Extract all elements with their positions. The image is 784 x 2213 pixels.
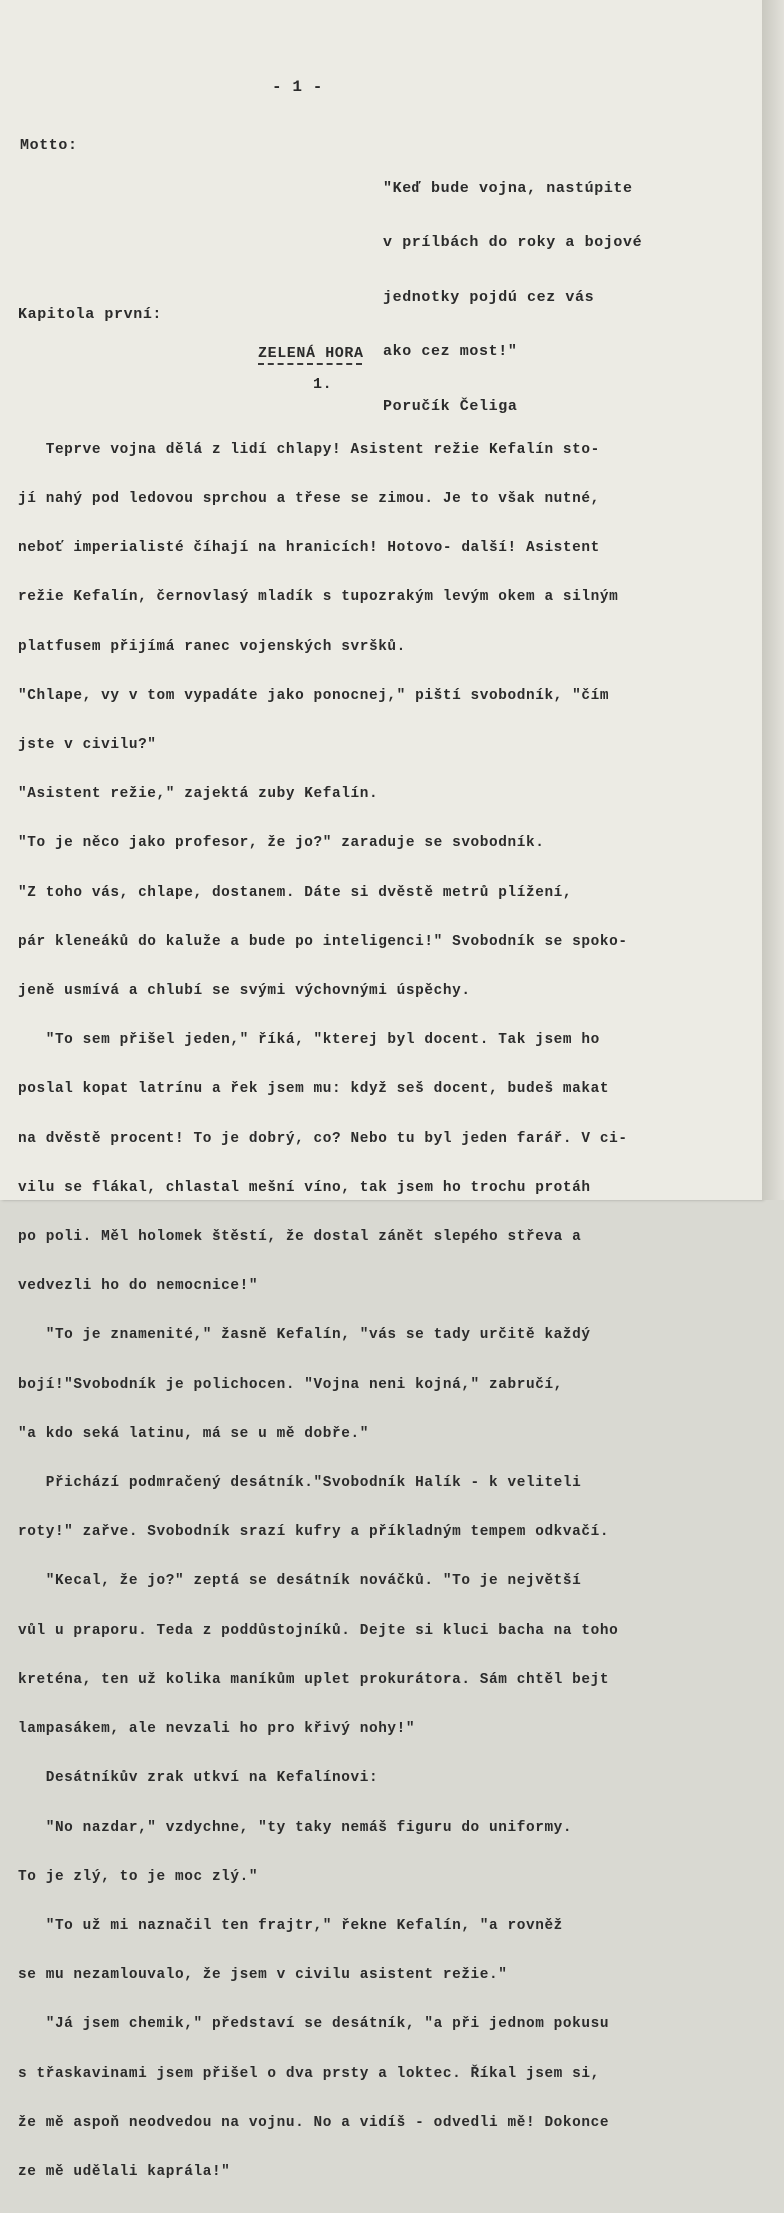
- text-line: na dvěstě procent! To je dobrý, co? Nebo tu byl jeden farář. V ci-: [18, 1130, 628, 1147]
- text-line: "To sem přišel jeden," říká, "kterej byl docent. Tak jsem ho: [18, 1032, 600, 1049]
- text-line: vedvezli ho do nemocnice!": [18, 1278, 259, 1295]
- text-line: ze mě udělali kaprála!": [18, 2163, 231, 2180]
- title-underline: [258, 363, 362, 365]
- text-line: To je zlý, to je moc zlý.": [18, 1868, 259, 1885]
- text-line: "Kecal, že jo?" zeptá se desátník nováčků. "To je největší: [18, 1573, 582, 1590]
- text-line: "To je něco jako profesor, že jo?" zaraduje se svobodník.: [18, 835, 545, 852]
- section-number: 1.: [313, 376, 333, 393]
- chapter-title: ZELENÁ HORA: [258, 345, 364, 362]
- text-line: lampasákem, ale nevzali ho pro křivý nohy!": [18, 1721, 416, 1738]
- text-line: že mě aspoň neodvedou na vojnu. No a vidíš - odvedli mě! Dokonce: [18, 2114, 610, 2131]
- text-line: jeně usmívá a chlubí se svými výchovnými úspěchy.: [18, 983, 471, 1000]
- motto-quote: [383, 141, 642, 451]
- text-line: neboť imperialisté číhají na hranicích! Hotovo- další! Asistent: [18, 540, 600, 557]
- motto-label: Motto:: [20, 137, 78, 154]
- text-line: kreténa, ten už kolika maníkům uplet prokurátora. Sám chtěl bejt: [18, 1671, 610, 1688]
- text-line: pár kleneáků do kaluže a bude po inteligenci!" Svobodník se spoko-: [18, 933, 628, 950]
- text-line: poslal kopat latrínu a řek jsem mu: když seš docent, budeš makat: [18, 1081, 610, 1098]
- motto-attribution: Poručík Čeliga: [383, 397, 518, 415]
- text-line: platfusem přijímá ranec vojenských svršků.: [18, 638, 406, 655]
- motto-line: ako cez most!": [383, 343, 518, 361]
- text-line: jí nahý pod ledovou sprchou a třese se zimou. Je to však nutné,: [18, 491, 600, 508]
- text-line: "Já jsem chemik," představí se desátník, "a při jednom pokusu: [18, 2016, 610, 2033]
- text-line: se mu nezamlouvalo, že jsem v civilu asistent režie.": [18, 1967, 508, 1984]
- text-line: režie Kefalín, černovlasý mladík s tupozrakým levým okem a silným: [18, 589, 619, 606]
- text-line: "Z toho vás, chlape, dostanem. Dáte si dvěstě metrů plížení,: [18, 884, 573, 901]
- text-line: po poli. Měl holomek štěstí, že dostal zánět slepého střeva a: [18, 1229, 582, 1246]
- text-line: vilu se flákal, chlastal mešní víno, tak jsem ho trochu protáh: [18, 1179, 591, 1196]
- text-line: "a kdo seká latinu, má se u mě dobře.": [18, 1425, 369, 1442]
- next-page-edge: [762, 0, 784, 1200]
- chapter-label: Kapitola první:: [18, 306, 163, 323]
- text-line: "Chlape, vy v tom vypadáte jako ponocnej," piští svobodník, "čím: [18, 687, 610, 704]
- text-line: bojí!"Svobodník je polichocen. "Vojna neni kojná," zabručí,: [18, 1376, 563, 1393]
- text-line: s třaskavinami jsem přišel o dva prsty a loktec. Říkal jsem si,: [18, 2065, 600, 2082]
- text-line: "No nazdar," vzdychne, "ty taky nemáš figuru do uniformy.: [18, 1819, 573, 1836]
- motto-line: v prílbách do roky a bojové: [383, 234, 643, 252]
- text-line: Desátníkův zrak utkví na Kefalínovi:: [18, 1770, 379, 1787]
- motto-line: jednotky pojdú cez vás: [383, 288, 595, 306]
- page-number: - 1 -: [272, 78, 324, 96]
- body-text: [18, 409, 628, 2213]
- text-line: "Asistent režie," zajektá zuby Kefalín.: [18, 786, 379, 803]
- text-line: Přichází podmračený desátník."Svobodník Halík - k veliteli: [18, 1475, 582, 1492]
- text-line: "To je znamenité," žasně Kefalín, "vás se tady určitě každý: [18, 1327, 591, 1344]
- text-line: roty!" zařve. Svobodník srazí kufry a příkladným tempem odkvačí.: [18, 1524, 610, 1541]
- text-line: "To už mi naznačil ten frajtr," řekne Kefalín, "a rovněž: [18, 1917, 563, 1934]
- text-line: vůl u praporu. Teda z poddůstojníků. Dejte si kluci bacha na toho: [18, 1622, 619, 1639]
- motto-line: "Keď bude vojna, nastúpite: [383, 180, 633, 197]
- text-line: Teprve vojna dělá z lidí chlapy! Asistent režie Kefalín sto-: [18, 441, 600, 458]
- text-line: jste v civilu?": [18, 737, 157, 754]
